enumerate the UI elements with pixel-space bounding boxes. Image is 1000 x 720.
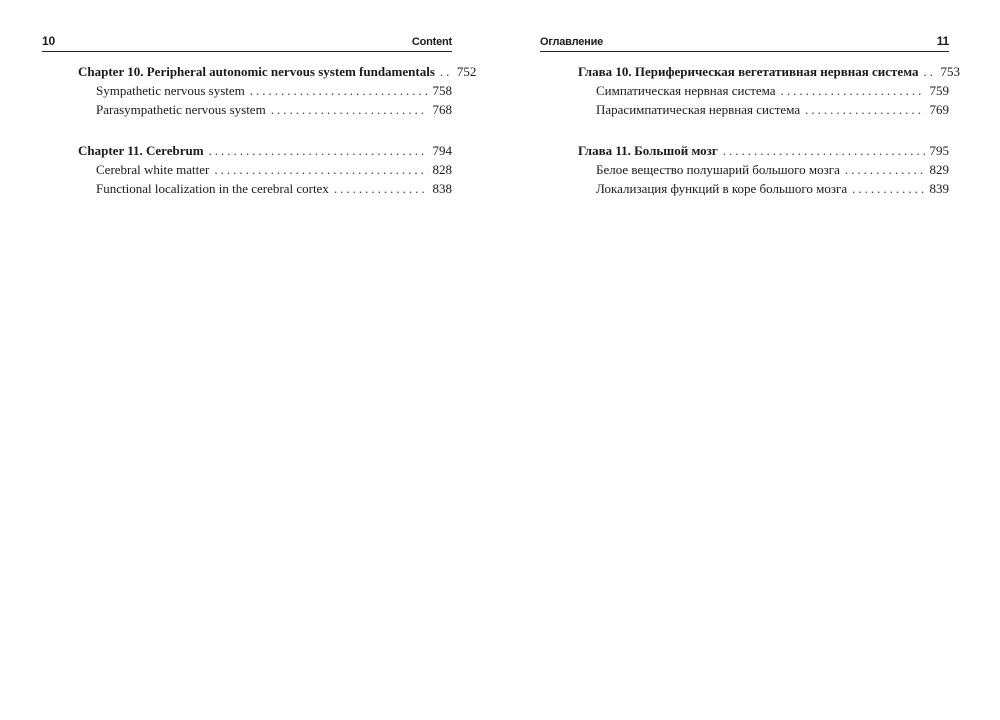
toc-chapter-entry[interactable] — [540, 62, 960, 81]
toc-entry-label: Глава 11. Большой мозг — [578, 143, 718, 158]
leader-dots — [805, 100, 924, 119]
toc-entry-page: 795 — [929, 143, 949, 158]
leader-dots — [271, 100, 428, 119]
toc-section-chapter-11 — [42, 141, 452, 198]
leader-dots — [209, 141, 428, 160]
toc-entry-page: 828 — [432, 162, 452, 177]
leader-dots — [250, 81, 428, 100]
toc-entry-label: Sympathetic nervous system — [96, 83, 245, 98]
toc-subsection-entry[interactable] — [540, 160, 949, 179]
toc-entry-label: Симпатическая нервная система — [596, 83, 776, 98]
leader-dots — [923, 62, 935, 81]
leader-dots — [781, 81, 925, 100]
toc-section-chapter-11 — [540, 141, 949, 198]
toc-subsection-entry[interactable] — [540, 179, 949, 198]
toc-entry-label: Functional localization in the cerebral cortex — [96, 181, 329, 196]
leader-dots — [845, 160, 925, 179]
leader-dots — [723, 141, 925, 160]
toc-entry-label: Парасимпатическая нервная система — [596, 102, 801, 117]
toc-subsection-entry[interactable] — [42, 179, 452, 198]
toc-section-chapter-10 — [540, 62, 960, 119]
toc-entry-label: Cerebral white matter — [96, 162, 210, 177]
toc-entry-page: 753 — [940, 64, 960, 79]
running-title: Оглавление — [540, 36, 604, 48]
running-title: Content — [411, 36, 452, 48]
toc-chapter-entry[interactable] — [42, 141, 452, 160]
toc-entry-page: 752 — [456, 64, 477, 79]
leader-dots — [440, 62, 452, 81]
toc-section-chapter-10 — [42, 62, 477, 119]
right-page — [540, 0, 960, 720]
toc-entry-page: 829 — [929, 162, 949, 177]
toc-entry-label: Parasympathetic nervous system — [96, 102, 266, 117]
toc-entry-page: 758 — [432, 83, 452, 98]
toc-entry-label: Chapter 11. Cerebrum — [78, 143, 204, 158]
toc-subsection-entry[interactable] — [42, 81, 452, 100]
toc-chapter-entry[interactable] — [540, 141, 949, 160]
toc-entry-page: 769 — [929, 102, 949, 117]
header-rule — [42, 51, 452, 52]
page-number: 11 — [936, 34, 949, 48]
toc-entry-page: 759 — [929, 83, 949, 98]
header-rule — [540, 51, 949, 52]
leader-dots — [214, 160, 427, 179]
leader-dots — [334, 179, 428, 198]
toc-entry-page: 838 — [432, 181, 452, 196]
page-number: 10 — [42, 34, 55, 48]
toc-subsection-entry[interactable] — [540, 100, 949, 119]
toc-entry-label: Локализация функций в коре большого мозга — [596, 181, 848, 196]
table-of-contents — [42, 62, 477, 220]
toc-entry-label: Chapter 10. Peripheral autonomic nervous system fundamentals — [78, 64, 435, 79]
toc-entry-page: 768 — [432, 102, 452, 117]
toc-entry-label: Глава 10. Периферическая вегетативная нервная система — [578, 64, 919, 79]
toc-entry-label: Белое вещество полушарий большого мозга — [596, 162, 840, 177]
toc-subsection-entry[interactable] — [42, 100, 452, 119]
toc-subsection-entry[interactable] — [42, 160, 452, 179]
left-page — [42, 0, 477, 720]
running-head — [42, 34, 452, 50]
toc-entry-page: 839 — [929, 181, 949, 196]
toc-chapter-entry[interactable] — [42, 62, 477, 81]
running-head — [540, 34, 949, 50]
toc-subsection-entry[interactable] — [540, 81, 949, 100]
toc-entry-page: 794 — [432, 143, 452, 158]
table-of-contents — [540, 62, 960, 220]
leader-dots — [852, 179, 924, 198]
